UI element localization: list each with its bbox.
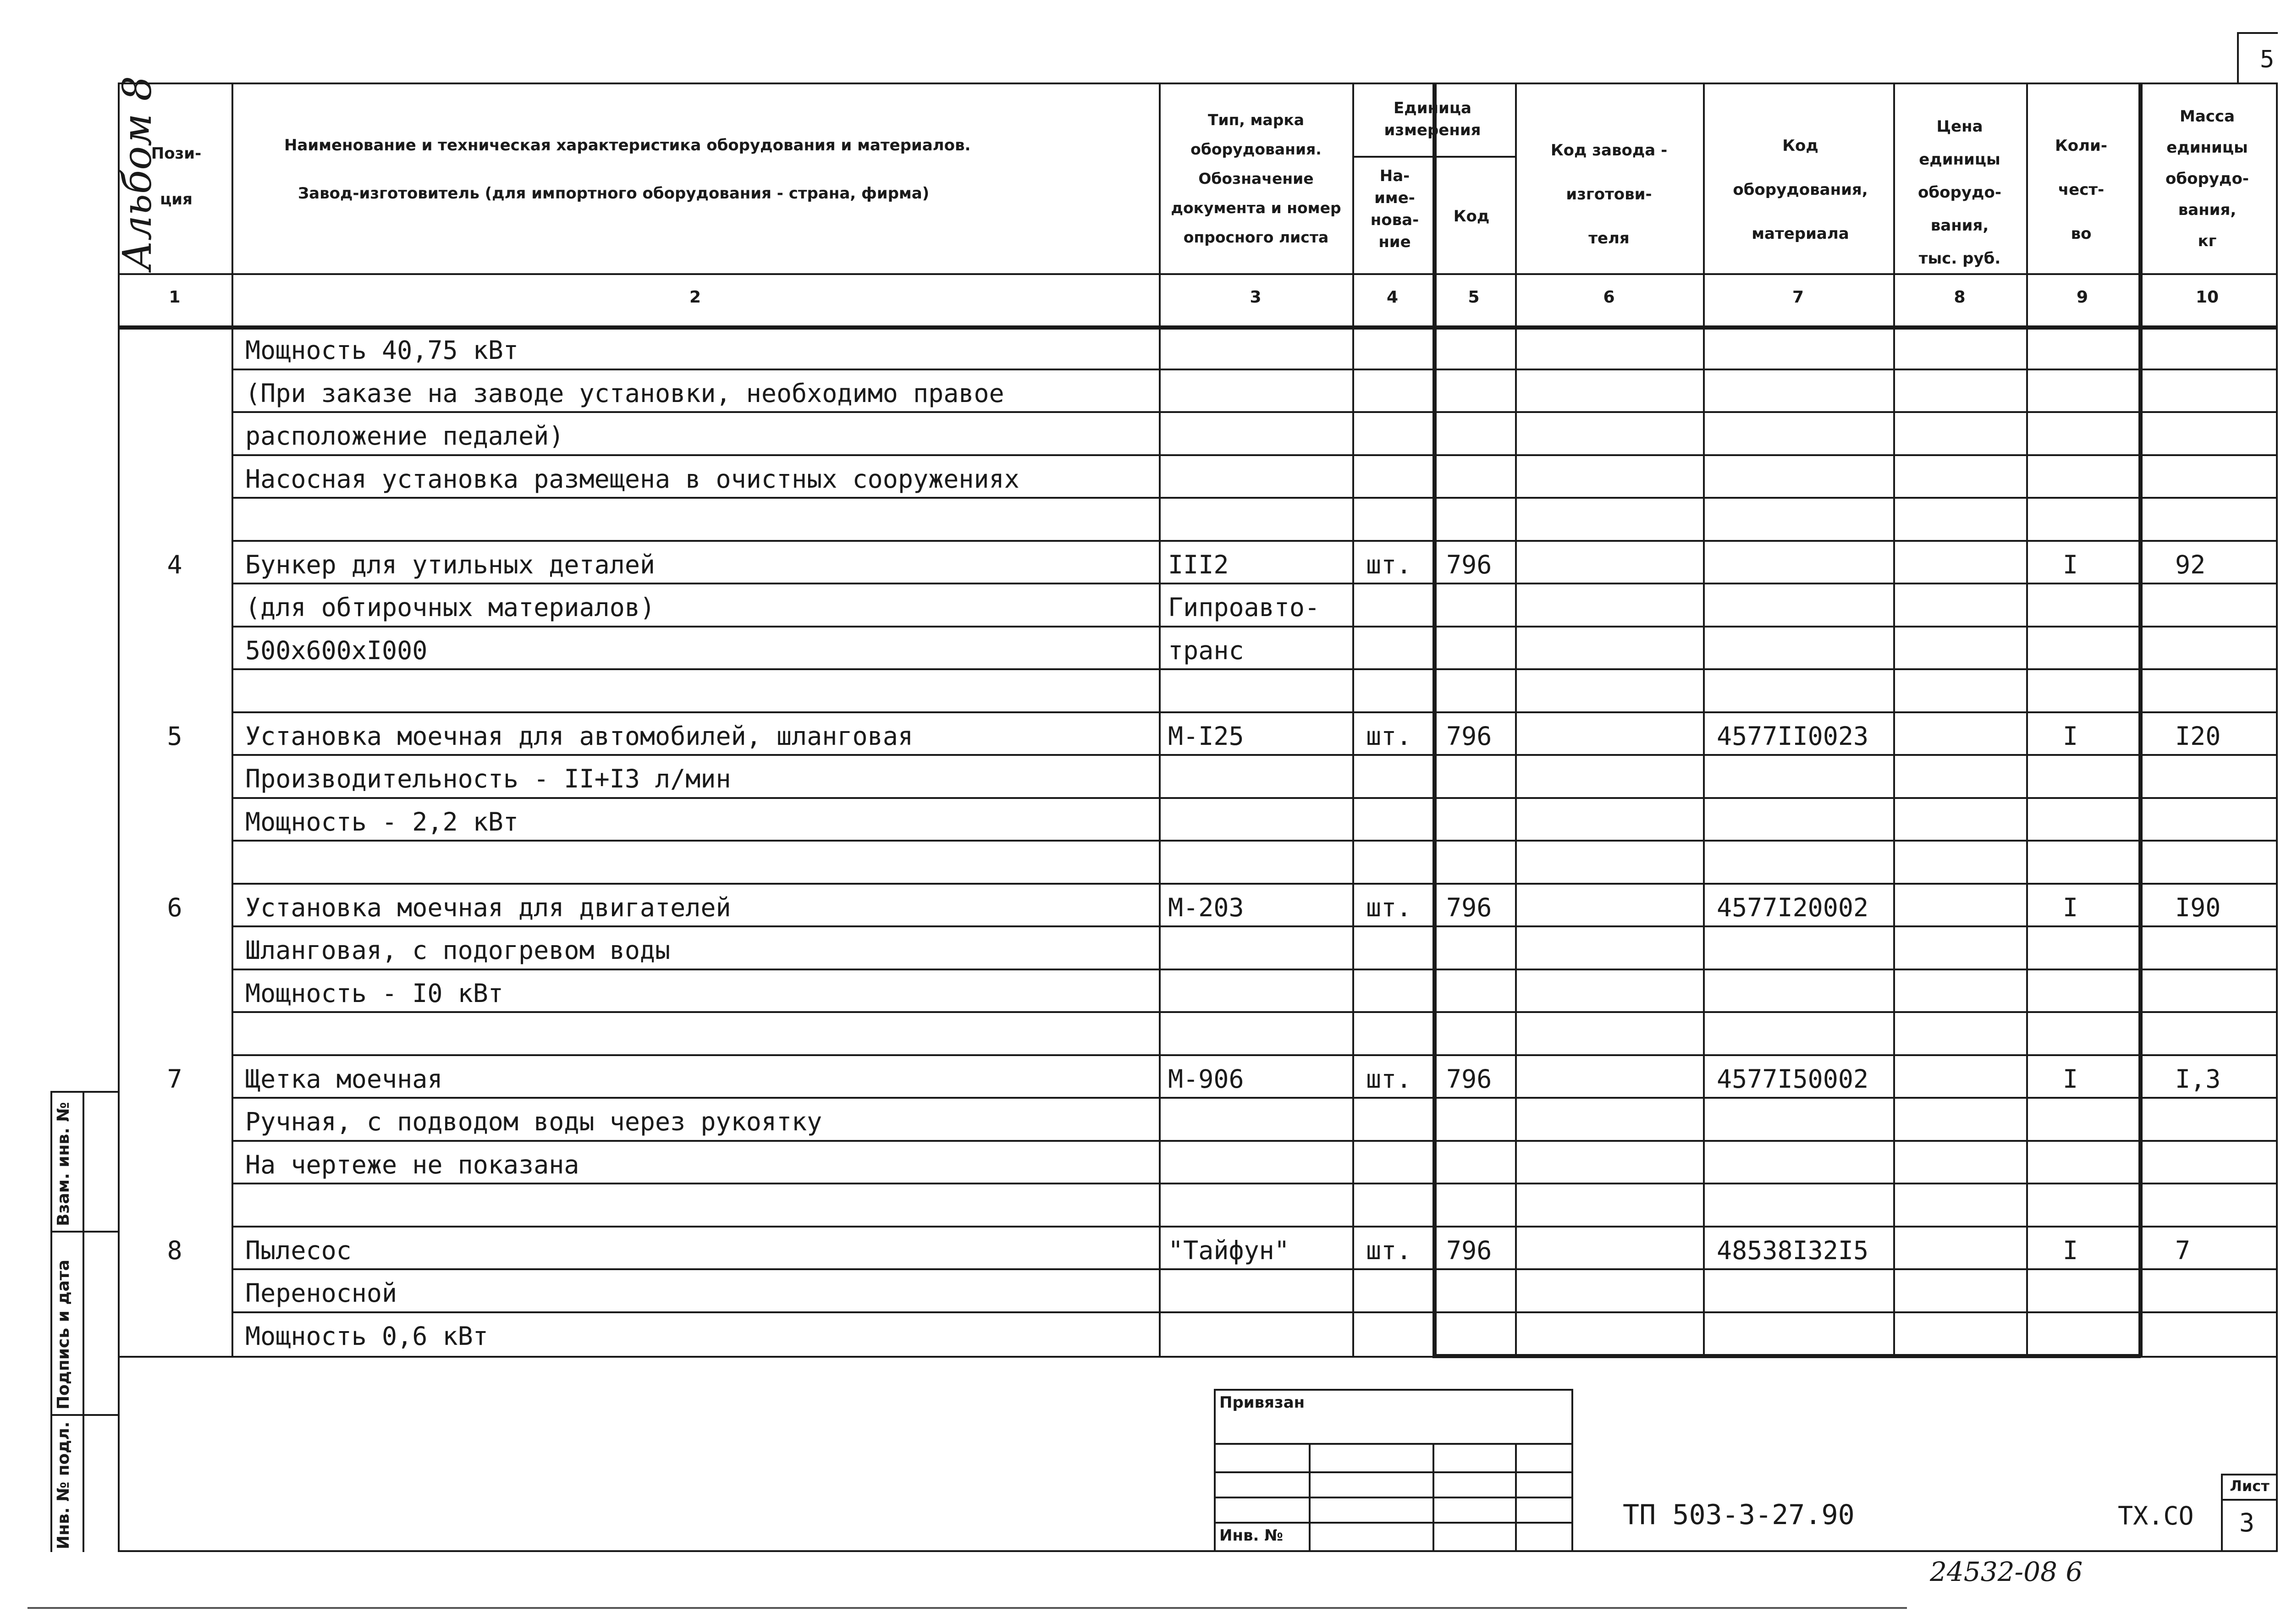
column-number-7: 7 (1792, 288, 1804, 307)
column-number-5: 5 (1468, 288, 1480, 307)
table-hline (231, 883, 2276, 885)
stamp-col2 (1432, 1443, 1434, 1552)
row-name: 500х600хI000 (245, 635, 428, 665)
table-hline (231, 411, 2276, 413)
row-quantity: I (2063, 550, 2078, 579)
stamp-project-code: ТП 503-3-27.90 (1623, 1499, 1855, 1531)
row-mass: I90 (2175, 892, 2221, 922)
column-number-2: 2 (689, 288, 701, 307)
album-label: Альбом 8 (115, 76, 160, 270)
header-equipment-code: Код оборудования, материала (1733, 137, 1868, 243)
side-stamp-div2 (50, 1414, 119, 1416)
table-hline (231, 583, 2276, 584)
stamp-inv-no: Инв. № (1219, 1526, 1284, 1545)
row-equipment-code: 4577II0023 (1717, 721, 1869, 751)
table-hline (231, 754, 2276, 756)
row-name: Пылесос (245, 1235, 352, 1265)
row-position: 6 (167, 892, 182, 922)
row-mass: I,3 (2175, 1064, 2221, 1094)
row-position: 4 (167, 550, 182, 579)
row-mass: 92 (2175, 550, 2206, 579)
row-unit-name: шт. (1366, 550, 1412, 579)
header-price: Цена единицы оборудо- вания, тыс. руб. (1918, 117, 2001, 268)
row-type: Гипроавто- (1168, 593, 1320, 622)
stamp-sheet-label: Лист (2230, 1477, 2270, 1495)
row-unit-code: 796 (1446, 721, 1492, 751)
side-label-inv-podl: Инв. № подл. (54, 1421, 73, 1549)
header-unit-group: Единица измерения (1384, 99, 1481, 139)
table-hline (231, 668, 2276, 670)
row-name: Переносной (245, 1278, 397, 1308)
table-vline (1703, 83, 1705, 1356)
frame-right (2276, 83, 2278, 1552)
stamp-row3 (1214, 1497, 1572, 1498)
table-hline (231, 711, 2276, 713)
header-name-line1: Наименование и техническая характеристика оборудования и материалов. (284, 136, 971, 154)
row-equipment-code: 48538I32I5 (1717, 1235, 1869, 1265)
stamp-doc-mark: ТХ.СО (2118, 1501, 2194, 1530)
row-name: Насосная установка размещена в очистных сооружениях (245, 464, 1019, 494)
side-stamp-mid (83, 1091, 84, 1552)
corner-box-left (2237, 32, 2239, 83)
row-position: 5 (167, 721, 182, 751)
table-vline (1352, 83, 1354, 1356)
scan-line (28, 1607, 1907, 1609)
row-name: Бункер для утильных деталей (245, 550, 656, 579)
row-quantity: I (2063, 892, 2078, 922)
column-number-9: 9 (2076, 288, 2088, 307)
column-number-3: 3 (1250, 288, 1262, 307)
table-hline (231, 497, 2276, 499)
column-number-6: 6 (1603, 288, 1615, 307)
table-hline (231, 626, 2276, 628)
stamp-row1 (1214, 1443, 1572, 1445)
table-hline (231, 1140, 2276, 1142)
header-factory-code: Код завода - изготови- теля (1550, 141, 1668, 248)
table-vline (1159, 83, 1161, 1356)
row-name: Установка моечная для автомобилей, шланговая (245, 721, 913, 751)
archive-number: 24532-08 6 (1930, 1556, 2083, 1587)
row-type: "Тайфун" (1168, 1235, 1289, 1265)
header-unit-code: Код (1453, 207, 1490, 226)
table-vline (2138, 83, 2143, 1356)
table-vline (1515, 83, 1517, 1356)
stamp-right (1571, 1389, 1573, 1552)
header-quantity: Коли- чест- во (2055, 137, 2107, 243)
table-hline (231, 797, 2276, 799)
column-number-1: 1 (169, 288, 181, 307)
row-mass: I20 (2175, 721, 2221, 751)
row-name: Щетка моечная (245, 1064, 443, 1094)
row-name: Мощность - I0 кВт (245, 978, 503, 1008)
side-stamp-div1 (50, 1231, 119, 1233)
table-hline (231, 969, 2276, 970)
header-type: Тип, марка оборудования. Обозначение документа и номер опросного листа (1171, 111, 1341, 246)
table-vline (2026, 83, 2028, 1356)
row-name: (При заказе на заводе установки, необходимо правое (245, 378, 1004, 408)
stamp-col3 (1515, 1443, 1517, 1552)
row-equipment-code: 4577I50002 (1717, 1064, 1869, 1094)
row-quantity: I (2063, 1235, 2078, 1265)
row-unit-name: шт. (1366, 1064, 1412, 1094)
row-name: На чертеже не показана (245, 1150, 579, 1179)
stamp-sheet-number: 3 (2239, 1508, 2255, 1537)
column-number-10: 10 (2195, 288, 2219, 307)
table-hline (231, 1183, 2276, 1184)
side-label-vzam-inv: Взам. инв. № (54, 1102, 73, 1226)
stamp-privyazan: Привязан (1219, 1393, 1305, 1412)
side-stamp-top (50, 1091, 119, 1093)
row-unit-code: 796 (1446, 892, 1492, 922)
row-position: 7 (167, 1064, 182, 1094)
table-hline (118, 325, 2278, 330)
stamp-row2 (1214, 1471, 1572, 1473)
table-hline (231, 1268, 2276, 1270)
side-stamp-left (50, 1091, 52, 1552)
row-name: расположение педалей) (245, 421, 564, 451)
row-name: Мощность 0,6 кВт (245, 1321, 488, 1351)
row-mass: 7 (2175, 1235, 2191, 1265)
frame-bottom (118, 1550, 2278, 1552)
side-label-podpis-data: Подпись и дата (54, 1260, 73, 1409)
row-name: Мощность 40,75 кВт (245, 336, 519, 365)
header-name-line2: Завод-изготовитель (для импортного оборудования - страна, фирма) (298, 184, 930, 203)
row-position: 8 (167, 1235, 182, 1265)
row-type: М-906 (1168, 1064, 1244, 1094)
row-name: Шланговая, с подогревом воды (245, 936, 671, 965)
row-unit-name: шт. (1366, 892, 1412, 922)
table-vline (1432, 83, 1437, 1356)
table-vline (231, 83, 233, 1356)
table-hline (231, 1311, 2276, 1313)
row-type: М-203 (1168, 892, 1244, 922)
stamp-col1 (1309, 1443, 1311, 1552)
header-unit-name: На- име- нова- ние (1370, 167, 1419, 251)
row-unit-code: 796 (1446, 1235, 1492, 1265)
stamp-left (1214, 1389, 1216, 1552)
row-name: Ручная, с подводом воды через рукоятку (245, 1107, 822, 1136)
table-hline (231, 1226, 2276, 1228)
table-hline (231, 1054, 2276, 1056)
row-type: транс (1168, 635, 1244, 665)
header-mass: Масса единицы оборудо- вания, кг (2165, 107, 2249, 250)
table-hline (231, 840, 2276, 842)
row-unit-name: шт. (1366, 721, 1412, 751)
sheet-box-left (2221, 1474, 2223, 1552)
sheet-corner-number: 5 (2260, 46, 2275, 73)
table-hline (231, 540, 2276, 542)
table-hline (231, 1097, 2276, 1099)
row-unit-name: шт. (1366, 1235, 1412, 1265)
table-hline (231, 454, 2276, 456)
row-quantity: I (2063, 1064, 2078, 1094)
table-hline (231, 925, 2276, 927)
row-name: Производительность - II+I3 л/мин (245, 764, 731, 793)
column-number-8: 8 (1954, 288, 1966, 307)
column-number-4: 4 (1386, 288, 1399, 307)
table-hline (231, 1011, 2276, 1013)
corner-box-top (2237, 32, 2278, 34)
row-type: III2 (1168, 550, 1229, 579)
row-equipment-code: 4577I20002 (1717, 892, 1869, 922)
row-unit-code: 796 (1446, 1064, 1492, 1094)
row-name: Мощность - 2,2 кВт (245, 807, 519, 837)
row-type: М-I25 (1168, 721, 1244, 751)
row-name: Установка моечная для двигателей (245, 892, 731, 922)
row-name: (для обтирочных материалов) (245, 593, 656, 622)
row-quantity: I (2063, 721, 2078, 751)
table-hline (118, 1356, 2278, 1358)
row-unit-code: 796 (1446, 550, 1492, 579)
table-hline (231, 369, 2276, 370)
header-position: Пози- ция (151, 144, 202, 209)
frame-top (118, 83, 2278, 84)
